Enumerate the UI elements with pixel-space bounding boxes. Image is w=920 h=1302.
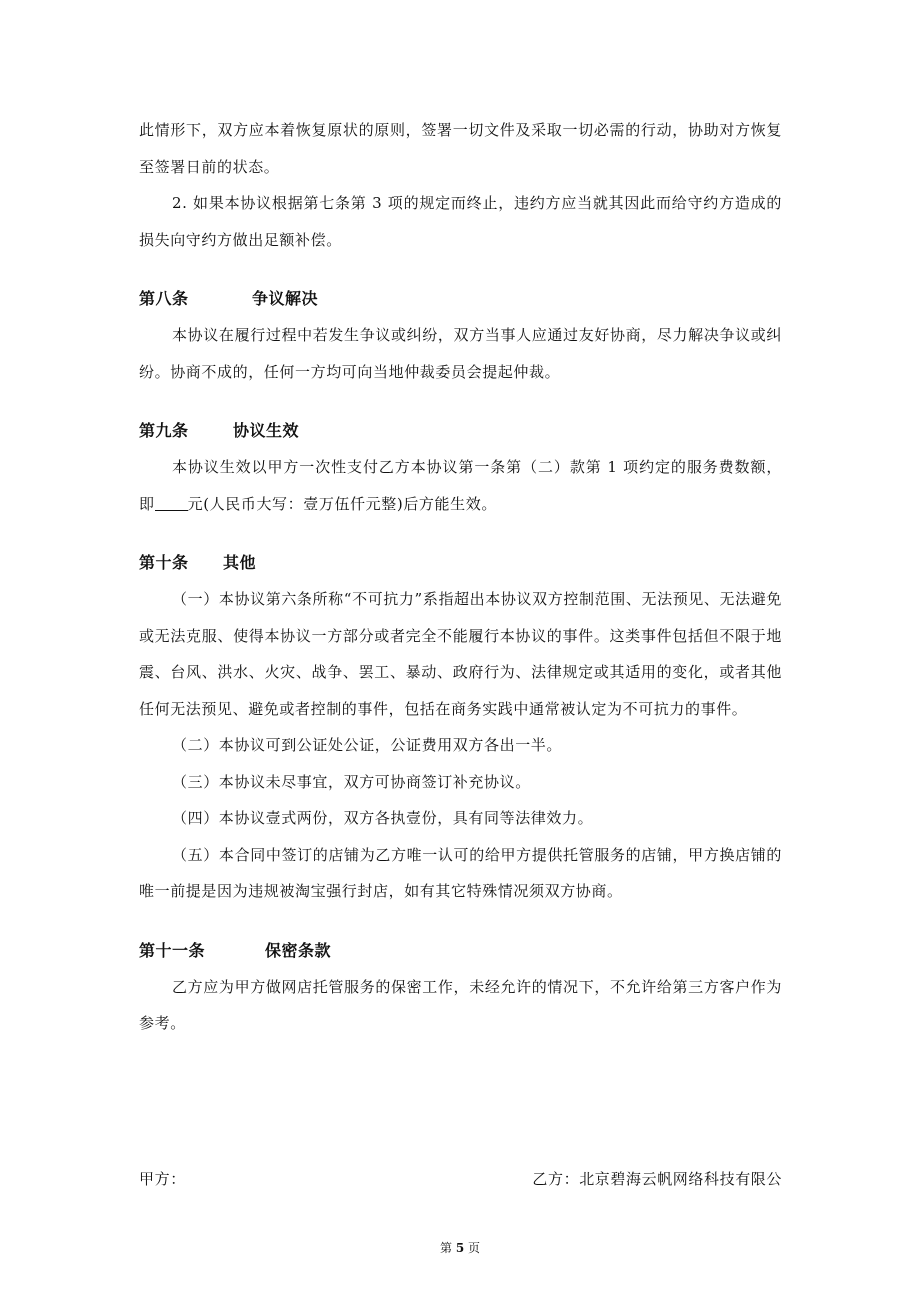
footer-prefix: 第 — [439, 1241, 452, 1255]
paragraph-text: 元(人民币大写：壹万伍仟元整)后方能生效。 — [187, 494, 497, 513]
section-title: 保密条款 — [265, 940, 332, 960]
page-footer — [0, 1238, 920, 1258]
document-body — [139, 112, 782, 1042]
paragraph: （四）本协议壹式两份，双方各执壹份，具有同等法律效力。 — [172, 809, 594, 827]
paragraph-text: 即 — [139, 494, 155, 513]
section-number: 第八条 — [139, 289, 189, 308]
section-number: 第九条 — [139, 421, 189, 440]
section-number: 第十一条 — [139, 940, 206, 960]
party-b-label: 乙方：北京碧海云帆网络科技有限公 — [532, 1170, 782, 1188]
section-title: 其他 — [223, 553, 257, 572]
paragraph: 此情形下，双方应本着恢复原状的原则，签署一切文件及采取一切必需的行动，协助对方恢复至签署日前的状态。 — [139, 121, 782, 176]
section-heading-8 — [139, 281, 782, 317]
footer-suffix: 页 — [468, 1241, 481, 1255]
paragraph: 2. 如果本协议根据第七条第 3 项的规定而终止，违约方应当就其因此而给守约方造成的损失向守约方做出足额补偿。 — [139, 194, 782, 249]
paragraph: 乙方应为甲方做网店托管服务的保密工作，未经允许的情况下，不允许给第三方客户作为参考。 — [139, 977, 782, 1032]
paragraph: 本协议在履行过程中若发生争议或纠纷，双方当事人应通过友好协商，尽力解决争议或纠纷。协商不成的，任何一方均可向当地仲裁委员会提起仲裁。 — [139, 326, 782, 381]
blank-amount-field — [155, 496, 188, 511]
section-number: 第十条 — [139, 553, 189, 572]
paragraph: （二）本协议可到公证处公证，公证费用双方各出一半。 — [172, 736, 563, 754]
paragraph: （一）本协议第六条所称“不可抗力”系指超出本协议双方控制范围、无法预见、无法避免或无法克服、使得本协议一方部分或者完全不能履行本协议的事件。这类事件包括但不限于地震、台风、洪水、火灾、战争、罢工、暴动、政府行为、法律规定或其适用的变化，或者其他任何无法预见、避免或者控制的事件，包括在商务实践中通常被认定为不可抗力的事件。 — [139, 590, 782, 718]
page-number: 5 — [455, 1241, 465, 1255]
section-heading-9 — [139, 413, 782, 449]
section-title: 协议生效 — [233, 421, 300, 440]
section-heading-10 — [139, 545, 782, 581]
paragraph-text: 本协议生效以甲方一次性支付乙方本协议第一条第（二）款第 1 项约定的服务费数额， — [172, 458, 782, 476]
paragraph — [139, 449, 782, 522]
paragraph: （三）本协议未尽事宜，双方可协商签订补充协议。 — [172, 772, 531, 791]
party-a-label: 甲方： — [139, 1170, 186, 1188]
section-title: 争议解决 — [252, 289, 319, 308]
paragraph: （五）本合同中签订的店铺为乙方唯一认可的给甲方提供托管服务的店铺，甲方换店铺的唯一前提是因为违规被淘宝强行封店，如有其它特殊情况须双方协商。 — [139, 845, 782, 900]
section-heading-11 — [139, 933, 782, 969]
